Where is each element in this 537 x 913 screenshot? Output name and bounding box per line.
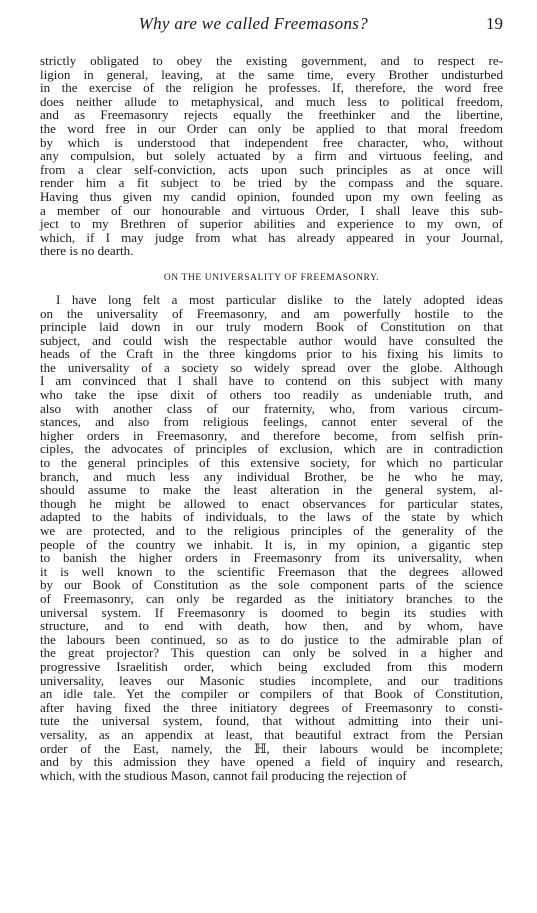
text-line: order of the East, namely, the ℍ, their labours would be incomplete; — [40, 740, 503, 756]
text-line: ligion in general, leaving, at the same time, every Brother undisturbed — [40, 66, 503, 82]
text-line: though he might be allowed to enact observances for particular states, — [40, 495, 503, 511]
text-line: any compulsion, but solely actuated by a firm and virtuous feeling, and — [40, 148, 503, 164]
text-line: I have long felt a most particular dislike to the lately adopted ideas — [56, 291, 503, 307]
text-line: the labours been continued, so as to do justice to the admirable plan of — [40, 631, 503, 647]
text-line: principle laid down in our truly modern Book of Constitution on that — [40, 319, 503, 335]
text-line: we are protected, and to the religious principles of the generality of the — [40, 523, 503, 538]
text-line: universality, leaves our Masonic studies incomplete, and our traditions — [40, 672, 503, 688]
text-line: structure, and to end with death, how then, and by whom, have — [40, 618, 503, 634]
section-heading: ON THE UNIVERSALITY OF FREEMASONRY. — [163, 272, 380, 283]
book-page — [40, 14, 503, 782]
text-line: heads of the Craft in the three kingdoms prior to his fixing his limits to — [40, 346, 503, 362]
text-line: in the exercise of the religion he professes. If, therefore, the word free — [40, 80, 503, 96]
paragraph-universality — [40, 293, 503, 782]
text-line: also with another class of our fraternity, who, from various circum- — [40, 400, 503, 416]
text-line: tute the universal system, found, that without admitting into their uni- — [40, 713, 503, 729]
text-line: render him a fit subject to be tried by the compass and the square. — [40, 175, 503, 191]
text-line: to banish the higher orders in Freemasonry from its universality, when — [40, 550, 503, 566]
text-line: higher orders in Freemasonry, and therefore become, from selfish prin- — [40, 427, 503, 443]
text-line: should assume to make the least alteration in the general system, al- — [40, 482, 503, 498]
text-line: universal system. If Freemasonry is doomed to begin its studies with — [40, 604, 503, 620]
text-line: who take the ipse dixit of others too readily as undeniable truth, and — [40, 387, 503, 403]
text-line: the universality of a society so widely spread over the globe. Although — [40, 359, 503, 375]
text-line: progressive Israelitish order, which being excluded from this modern — [40, 658, 503, 674]
text-line: and by this admission they have opened a field of inquiry and research, — [40, 754, 503, 770]
text-line: to the general principles of this extensive society, for which no particular — [40, 455, 503, 471]
running-head — [40, 14, 503, 40]
text-line: versality, as an appendix at least, that beautiful extract from the Persian — [40, 726, 503, 742]
text-line: after having fixed the three initiatory degrees of Freemasonry to consti- — [40, 699, 503, 715]
text-line: ciples, the advocates of principles of exclusion, which are in contradiction — [40, 441, 503, 457]
text-line: branch, and much less any individual Brother, be he who he may, — [40, 468, 503, 484]
text-line: from a clear self-conviction, acts upon such principles as at once will — [40, 161, 503, 177]
text-line: of Freemasonry, can only be regarded as the initiatory branches to the — [40, 590, 503, 606]
text-line: strictly obligated to obey the existing government, and to respect re- — [40, 53, 503, 68]
text-line: there is no dearth. — [40, 243, 134, 259]
running-title: Why are we called Freemasons? — [138, 14, 368, 33]
text-line: it is well known to the scientific Freemason that the degrees allowed — [40, 563, 503, 579]
text-line: which, with the studious Mason, cannot fail producing the rejection of — [40, 767, 407, 783]
text-line: by our Book of Constitution as the sole component parts of the science — [40, 577, 503, 593]
text-line: which, if I may judge from what has already appeared in your Journal, — [40, 229, 503, 245]
text-line: and as Freemasonry rejects equally the freethinker and the libertine, — [40, 107, 503, 123]
text-line: subject, and could wish the respectable author would have consulted the — [40, 332, 503, 348]
text-line: a member of our honourable and virtuous Order, I shall leave this sub- — [40, 202, 503, 218]
text-line: people of the country we inhabit. It is, in my opinion, a gigantic step — [40, 536, 503, 552]
text-line: adapted to the habits of individuals, to the laws of the state by which — [40, 509, 503, 525]
text-line: by which is understood that independent free character, who, without — [40, 134, 503, 150]
text-line: ject to my Brethren of superior abilities and experience to my own, of — [40, 216, 503, 232]
text-line: an idle tale. Yet the compiler or compilers of that Book of Constitution, — [40, 686, 503, 702]
text-line: the word free in our Order can only be applied to that moral freedom — [40, 120, 503, 136]
text-line: does neither allude to metaphysical, and much less to political freedom, — [40, 93, 503, 109]
text-line: I am convinced that I shall have to contend on this subject with many — [40, 373, 503, 389]
text-line: the great projector? This question can only be solved in a higher and — [40, 645, 503, 661]
text-line: stances, and also from religious feelings, cannot enter several of the — [40, 414, 503, 430]
paragraph-freedom — [40, 54, 503, 258]
text-line: on the universality of Freemasonry, and am powerfully hostile to the — [40, 305, 503, 321]
page-number: 19 — [486, 14, 503, 33]
text-line: Having thus given my candid opinion, founded upon my own feeling as — [40, 188, 503, 204]
